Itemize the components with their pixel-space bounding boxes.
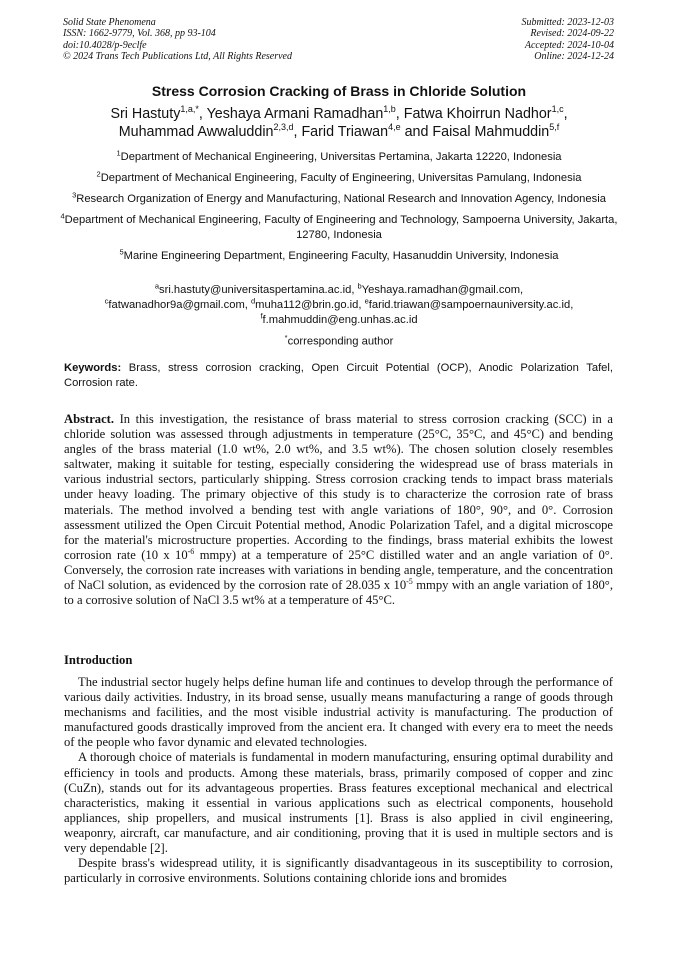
corresponding-text: corresponding author xyxy=(287,335,394,348)
journal-name: Solid State Phenomena xyxy=(63,17,156,28)
copyright-line: © 2024 Trans Tech Publications Ltd, All Rights Reserved xyxy=(63,50,292,62)
submitted-date: Submitted: 2023-12-03 xyxy=(521,17,614,28)
journal-header xyxy=(63,17,614,65)
doi-line[interactable]: doi:10.4028/p-9eclfe xyxy=(63,39,147,51)
header-left xyxy=(63,17,292,62)
email-sup: f xyxy=(260,311,263,321)
email-link[interactable]: f.mahmuddin@eng.unhas.ac.id xyxy=(262,314,418,326)
email-list: $^a$sri.hastuty@universitaspertamina.ac.id, $^b$Yeshaya.ramadhan@gmail.com, $^c$fatwanadhor9a@gmail.com, $^d$muha112@brin.go.id, $^e$farid.triawan@sampoernauniversity.ac.id, $^f$f.mahmuddin@eng.unhas.ac.id xyxy=(104,281,574,326)
affiliation-item xyxy=(60,192,618,207)
paper-title: Stress Corrosion Cracking of Brass in Chloride Solution xyxy=(151,83,527,99)
introduction-body xyxy=(64,675,613,886)
abstract-section xyxy=(64,412,613,608)
header-right xyxy=(522,17,615,62)
affiliation-list xyxy=(60,150,618,270)
author-name: Sri Hastuty xyxy=(110,106,181,122)
author-list: Sri Hastuty$^{1,a,*}$, Yeshaya Armani Ramadhan$^{1,b}$, Fatwa Khoirrun Nadhor$^{1,c}$, Muhammad Awwaluddin$^{2,3,d}$, Farid Triawan$^{4,e}$ and Faisal Mahmuddin$^{5,f}$ xyxy=(110,104,568,140)
email-link[interactable]: fatwanadhor9a@gmail.com xyxy=(108,299,245,311)
affiliation-item xyxy=(60,213,618,243)
introduction-heading: Introduction xyxy=(64,653,133,667)
author-sup: 1,b xyxy=(383,104,396,115)
keywords-section xyxy=(64,361,613,391)
abstract-exponent: -6 xyxy=(187,546,195,556)
affiliation-sup: 3 xyxy=(72,190,77,200)
accepted-date: Accepted: 2024-10-04 xyxy=(524,39,614,51)
author-and: and xyxy=(404,124,429,140)
email-sup: d xyxy=(251,296,256,306)
author-name: Faisal Mahmuddin xyxy=(432,124,550,140)
abstract-exponent: -5 xyxy=(406,576,413,586)
email-sup: e xyxy=(364,296,369,306)
online-date: Online: 2024-12-24 xyxy=(534,50,614,62)
keywords-text: Brass, stress corrosion cracking, Open Circuit Potential (OCP), Anodic Polarization Tafel, Corrosion rate. xyxy=(64,362,613,389)
affiliation-item xyxy=(60,150,618,165)
email-link[interactable]: Yeshaya.ramadhan@gmail.com xyxy=(361,284,521,296)
abstract-text: mmpy) at a temperature of 25°C distilled water and an angle variation of 0°. Conversely, the corrosion rate increases with variations in bending angle, temperature, and the concentration of NaCl solution, as evidenced by the corrosion rate of 28.035 x 10 xyxy=(64,547,613,593)
affiliation-text: Department of Mechanical Engineering, Faculty of Engineering, Universitas Pamulang, Indonesia xyxy=(100,172,582,184)
intro-paragraph: The industrial sector hugely helps define human life and continues to develop through the performance of various daily activities. Industry, in its broad sense, usually means manufacturing a range of goods through mechanisms and facilities, and the most visible industrial activity is manufacturing. The production of manufactured goods drastically improved from the ancient era. It changed with every era to meet the needs of the people who favor dynamic and elevated technologies. xyxy=(64,675,613,750)
author-name: Fatwa Khoirrun Nadhor xyxy=(403,106,552,122)
author-sup: 1,a,* xyxy=(180,104,199,115)
abstract-text: In this investigation, the resistance of brass material to stress corrosion cracking (SCC) in a chloride solution was assessed through adjustments in temperature (25°C, 35°C, and 45°C) and bending angles of the brass material (1.0 wt%, 2.0 wt%, and 3.5 wt%). The chosen solution closely resembles saltwater, making it suitable for testing, especially considering the widespread use of brass materials in various industrial sectors, particularly shipping. Stress corrosion cracking tends to impact brass materials under heavy loading. The primary objective of this study is to characterize the corrosion rate of brass materials. The method involved a bending test with angle variations of 180°, 90°, and 0°. Corrosion assessment utilized the Open Circuit Potential method, Anodic Polarization Tafel, and a digital microscope for the material's microstructure properties. According to the findings, brass material exhibits the lowest corrosion rate (10 x 10 xyxy=(64,412,613,562)
affiliation-sup: 4 xyxy=(60,211,65,221)
affiliation-item xyxy=(60,249,618,264)
affiliation-text: Marine Engineering Department, Engineering Faculty, Hasanuddin University, Indonesia xyxy=(123,250,559,262)
author-name: Yeshaya Armani Ramadhan xyxy=(206,106,384,122)
corresponding-sup: * xyxy=(284,333,288,342)
affiliation-sup: 5 xyxy=(119,247,124,257)
email-link[interactable]: sri.hastuty@universitaspertamina.ac.id xyxy=(159,284,352,296)
author-name: Farid Triawan xyxy=(301,124,389,140)
corresponding-note xyxy=(0,333,678,348)
affiliation-sup: 1 xyxy=(116,148,121,158)
abstract-label: Abstract. xyxy=(64,412,115,426)
affiliation-text: Department of Mechanical Engineering, Universitas Pertamina, Jakarta 12220, Indonesia xyxy=(120,151,562,163)
email-link[interactable]: muha112@brin.go.id xyxy=(255,299,359,311)
email-sup: a xyxy=(154,281,159,291)
author-sup: 4,e xyxy=(388,122,401,133)
email-sup: c xyxy=(104,296,109,306)
keywords-label: Keywords: xyxy=(64,362,122,374)
affiliation-text: Department of Mechanical Engineering, Faculty of Engineering and Technology, Sampoerna University, Jakarta, 12780, Indonesia xyxy=(64,214,618,241)
author-sup: 5,f xyxy=(549,122,560,133)
affiliation-text: Research Organization of Energy and Manufacturing, National Research and Innovation Agency, Indonesia xyxy=(76,193,606,205)
author-sup: 2,3,d xyxy=(273,122,294,133)
affiliation-sup: 2 xyxy=(96,169,101,179)
author-sup: 1,c xyxy=(551,104,564,115)
affiliation-item xyxy=(60,171,618,186)
email-link[interactable]: farid.triawan@sampoernauniversity.ac.id xyxy=(368,299,571,311)
email-sup: b xyxy=(357,281,362,291)
intro-paragraph: A thorough choice of materials is fundamental in modern manufacturing, ensuring optimal durability and efficiency in tools and products. Among these materials, brass, primarily composed of copper and zinc (CuZn), stands out for its advantageous properties. Brass features exceptional mechanical and electrical characteristics, making it essential in various applications such as electrical components, household appliances, ship propellers, and musical instruments [1]. Brass is also applied in civil engineering, weaponry, aircraft, car manufacture, and air conditioning, proving that it is used in multiple sectors and is very dependable [2]. xyxy=(64,750,613,856)
author-name: Muhammad Awwaluddin xyxy=(118,124,274,140)
intro-paragraph: Despite brass's widespread utility, it is significantly disadvantageous in its susceptibility to corrosion, particularly in corrosive environments. Solutions containing chloride ions and bromides xyxy=(64,856,613,886)
issn-line: ISSN: 1662-9779, Vol. 368, pp 93-104 xyxy=(63,28,216,40)
revised-date: Revised: 2024-09-22 xyxy=(530,28,614,40)
abstract-text: mmpy with an angle variation of 180°, to a corrosive solution of NaCl 3.5 wt% at a temperature of 45°C. xyxy=(64,578,613,608)
